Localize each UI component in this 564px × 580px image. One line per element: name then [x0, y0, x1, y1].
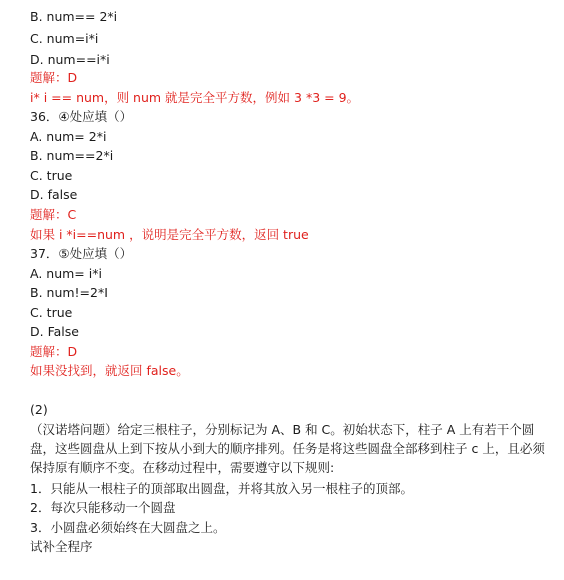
- option-a-q37: A. num= i*i: [30, 266, 102, 281]
- answer-explanation-q36: 如果 i *i==num ，说明是完全平方数，返回 true: [30, 227, 309, 242]
- hanoi-problem-paragraph: （汉诺塔问题）给定三根柱子，分别标记为 A、B 和 C。初始状态下，柱子 A 上有若干个圆盘，这些圆盘从上到下按从小到大的顺序排列。任务是将这些圆盘全部移到柱子 c 上，且必须保持原有顺序不变。在移动过程中，需要遵守以下规则:: [30, 422, 545, 475]
- option-b-q37: B. num!=2*I: [30, 285, 108, 300]
- rule-2: 2．每次只能移动一个圆盘: [30, 500, 176, 515]
- option-a-q36: A. num= 2*i: [30, 129, 107, 144]
- option-b-q35: B. num== 2*i: [30, 9, 118, 24]
- question-37-title: 37．⑤处应填（）: [30, 246, 133, 261]
- section-number: (2): [30, 402, 48, 417]
- answer-label-q36: 题解：C: [30, 207, 77, 222]
- answer-explanation-q35: i* i == num，则 num 就是完全平方数，例如 3 *3 = 9。: [30, 90, 360, 105]
- option-c-q35: C. num=i*i: [30, 31, 99, 46]
- option-c-q37: C. true: [30, 305, 73, 320]
- rule-1: 1．只能从一根柱子的顶部取出圆盘，并将其放入另一根柱子的顶部。: [30, 481, 413, 496]
- option-d-q35: D. num==i*i: [30, 52, 110, 67]
- option-d-q36: D. false: [30, 187, 78, 202]
- answer-label-q35: 题解：D: [30, 70, 78, 85]
- option-b-q36: B. num==2*i: [30, 148, 114, 163]
- option-d-q37: D. False: [30, 324, 79, 339]
- answer-label-q37: 题解：D: [30, 344, 78, 359]
- answer-explanation-q37: 如果没找到，就返回 false。: [30, 363, 189, 378]
- complete-program-prompt: 试补全程序: [30, 539, 93, 554]
- option-c-q36: C. true: [30, 168, 73, 183]
- rule-3: 3．小圆盘必须始终在大圆盘之上。: [30, 520, 226, 535]
- question-36-title: 36．④处应填（）: [30, 109, 133, 124]
